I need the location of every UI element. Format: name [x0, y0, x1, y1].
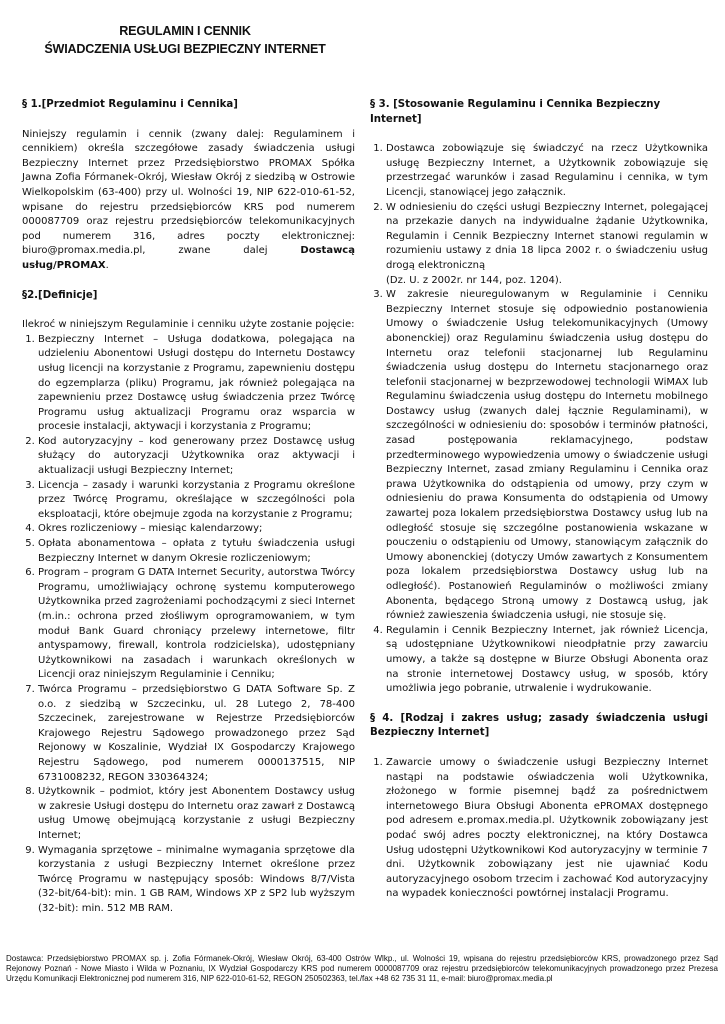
document-title: [0, 22, 370, 58]
definition-item: 3. Licencja – zasady i warunki korzystania z Programu określone przez Twórcę Programu, określające w szczególności pola eksploatacji, które obejmuje zgoda na korzystanie z Programu;: [38, 479, 355, 523]
section-4-heading: § 4. [Rodzaj i zakres usług; zasady świadczenia usługi Bezpieczny Internet]: [370, 712, 708, 739]
section-1-end: .: [105, 259, 109, 271]
section-4-list: [370, 756, 708, 902]
section-4-item: 1. Zawarcie umowy o świadczenie usługi Bezpieczny Internet nastąpi na podstawie oświadczenia woli Użytkownika, złożonego w formie pisemnej bądź za pośrednictwem internetowego Biura Obsługi Abonenta ePROMAX dostępnego pod adresem e.promax.media.pl. Użytkownik zobowiązany jest podać swój adres poczty elektronicznej, na który Dostawca Usług udostępni Użytkownikowi Kod autoryzacyjny w terminie 7 dni. Użytkownik zobowiązany jest nie ujawniać Kodu autoryzacyjnego osobom trzecim i zachować Kod autoryzacyjny na wypadek konieczności powtórnej instalacji Programu.: [386, 756, 708, 902]
definition-item: 8. Użytkownik – podmiot, który jest Abonentem Dostawcy usług w zakresie Usługi dostępu do Internetu oraz zawarł z Dostawcą usług Umowę obejmującą korzystanie z usługi Bezpieczny Internet;: [38, 785, 355, 843]
section-3-heading: § 3. [Stosowanie Regulaminu i Cennika Bezpieczny Internet]: [370, 99, 661, 125]
section-3-item-3-continued: o świadczenie usługi Bezpieczny Internet, zasad zmiany Regulaminu i Cennika oraz prawa Użytkownika do odstąpienia od umowy, przy czym w odniesieniu do prawa Konsumenta do odstąpienia od Umowy zawartej poza lokalem przedsiębiorstwa Dostawcy usług lub na odległość stosuje się szczególne postanowienia wskazane w pouczeniu o odstąpieniu od Umowy, stanowiącym załącznik do Umowy abonenckiej (dotyczy Umów zawartych z Konsumentem poza lokalem przedsiębiorstwa Dostawcy usług lub na odległość). Postanowień Regulaminów o możliwości zmiany Abonenta, będącego Stroną umowy z Dostawcą usług, jak również zawieszenia świadczenia usługi, nie stosuje się.: [386, 449, 708, 622]
definition-item: 6. Program – program G DATA Internet Security, autorstwa Twórcy Programu, umożliwiający ochronę systemu komputerowego Użytkownika przed zagrożeniami pochodzącymi z sieci Internet (m.in.: ochrona przed złośliwym oprogramowaniem, w tym moduł Bank Guard chroniący przelewy internetowe, filtr antyspamowy, firewall, kontrola rodzicielska), udostępniany Użytkownikowi na zasadach i warunkach określonych w Licencji oraz niniejszym Regulaminie i Cenniku;: [38, 566, 355, 683]
definition-item: 4. Okres rozliczeniowy – miesiąc kalendarzowy;: [38, 522, 355, 537]
section-3-item-2-text: W odniesieniu do części usługi Bezpieczny Internet, polegającej na przekazie danych na indywidualne żądanie Użytkownika, Regulamin i Cennik Bezpieczny Internet stanowi regulamin w rozumieniu ustawy z dnia 18 lipca 2002 r. o świadczeniu usług drogą elektroniczną: [386, 201, 708, 271]
section-1-body: Niniejszy regulamin i cennik (zwany dalej: Regulaminem i cennikiem) określa szczegółowe zasady świadczenia usługi Bezpieczny Internet przez Przedsiębiorstwo PROMAX Spółka Jawna Zofia Fórmanek-Okrój, Wiesław Okrój z siedzibą w Ostrowie Wielkopolskim (63-400) przy ul. Wolności 19, NIP 622-010-61-52, wpisane do rejestru przedsiębiorców KRS pod numerem 000087709 oraz rejestru przedsiębiorców telekomunikacyjnych pod numerem 316, adres poczty elektronicznej: biuro@promax.media.pl, zwane dalej: [22, 128, 355, 257]
right-column: [370, 98, 708, 902]
section-3-item: 1. Dostawca zobowiązuje się świadczyć na rzecz Użytkownika usługę Bezpieczny Internet, a Użytkownik zobowiązuje się przestrzegać warunków i zasad Regulaminu i cennika, w tym Licencji, stanowiącej jego załącznik.: [386, 142, 708, 200]
definition-item: 9. Wymagania sprzętowe – minimalne wymagania sprzętowe dla korzystania z usługi Bezpieczny Internet określone przez Twórcę Programu w następujący sposób: Windows 8/7/Vista (32-bit/64-bit): min. 1 GB RAM, Windows XP z SP2 lub wyższym (32-bit): min. 512 MB RAM.: [38, 844, 355, 917]
page-footer: Dostawca: Przedsiębiorstwo PROMAX sp. j. Zofia Fórmanek-Okrój, Wiesław Okrój, 63-400 Ostrów Wlkp., ul. Wolności 19, wpisana do rejestru przedsiębiorców KRS, prowadzonego przez Sąd Rejonowy Poznań - Nowe Miasto i Wilda w Poznaniu, IX Wydział Gospodarczy KRS pod numerem 0000087709 oraz rejestru przedsiębiorców telekomunikacyjnych prowadzonego przez Prezesa Urzędu Komunikacji Elektronicznej pod numerem 316, NIP 622-010-61-52, REGON 250502363, tel./fax +48 62 735 31 11, e-mail: biuro@promax.media.pl: [6, 954, 718, 984]
section-2-heading: §2.[Definicje]: [22, 289, 98, 301]
section-3-item: [386, 201, 708, 289]
title-line-1: REGULAMIN I CENNIK: [119, 24, 251, 38]
section-2-intro: Ilekroć w niniejszym Regulaminie i cenniku użyte zostanie pojęcie:: [22, 319, 355, 331]
section-3-item: [386, 288, 708, 624]
section-3-item-2-citation: (Dz. U. z 2002r. nr 144, poz. 1204).: [386, 274, 562, 286]
definitions-list: [22, 333, 355, 917]
definition-item: 7. Twórca Programu – przedsiębiorstwo G DATA Software Sp. Z o.o. z siedzibą w Szczecinku, ul. 28 Lutego 2, 78-400 Szczecinek, zarejestrowane w Rejestrze Przedsiębiorców Krajowego Rejestru Sądowego prowadzonego przez Sąd Rejonowy w Koszalinie, Wydział IX Gospodarczy Krajowego Rejestru Sądowego, pod numerem 0000137515, NIP 6731008232, REGON 330364324;: [38, 683, 355, 785]
definition-item: 2. Kod autoryzacyjny – kod generowany przez Dostawcę usług służący do autoryzacji Użytkownika oraz aktywacji i aktualizacji usługi Bezpieczny Internet;: [38, 435, 355, 479]
definition-item: 5. Opłata abonamentowa – opłata z tytułu świadczenia usługi Bezpieczny Internet w danym Okresie rozliczeniowym;: [38, 537, 355, 566]
section-3-list: [370, 142, 708, 697]
section-3-item: 4. Regulamin i Cennik Bezpieczny Internet, jak również Licencja, są udostępniane Użytkownikowi nieodpłatnie przy zawarciu umowy, a także są dostępne w Biurze Obsługi Abonenta oraz na stronie internetowej Dostawcy usług, w sposób, który umożliwia jego pobranie, utrwalenie i wydrukowanie.: [386, 624, 708, 697]
title-line-2: ŚWIADCZENIA USŁUGI BEZPIECZNY INTERNET: [44, 42, 326, 56]
section-3-item-3-text: W zakresie nieuregulowanym w Regulaminie i Cenniku Bezpieczny Internet stosuje się odpowiednio postanowienia Umowy o świadczenie Usług telekomunikacyjnych (Umowy abonenckiej) oraz Regulaminu świadczenia usług dostępu do Internetu oraz telefonii stacjonarnej lub Regulaminu świadczenia usług dostępu do Internetu stacjonarnego oraz telefonii stacjonarnej w bezprzewodowej technologii WiMAX lub Regulaminu świadczenia usług dostępu do Internetu mobilnego Dostawcy usług (zwanych dalej łącznie Regulaminami), w szczególności w odniesieniu do: sposobów i terminów płatności, zasad postępowania reklamacyjnego, podstaw przedterminowego wypowiedzenia umowy: [386, 289, 708, 461]
section-1-heading: § 1.[Przedmiot Regulaminu i Cennika]: [22, 99, 238, 110]
section-1-text: [22, 128, 355, 274]
left-column: [22, 98, 355, 916]
section-1-bold-term: Dostawcą usług/PROMAX: [22, 245, 355, 271]
definition-item: 1. Bezpieczny Internet – Usługa dodatkowa, polegająca na udzieleniu Abonentowi Usługi dostępu do Internetu Dostawcy usług licencji na korzystanie z Programu, zapewnieniu dostępu do egzemplarza (pliku) Programu, jak również polegająca na zapewnieniu przez Dostawcę usług świadczenia przez Twórcę Programu usług aktualizacji Programu oraz wsparcia w procesie instalacji, aktywacji i korzystania z Programu;: [38, 333, 355, 435]
